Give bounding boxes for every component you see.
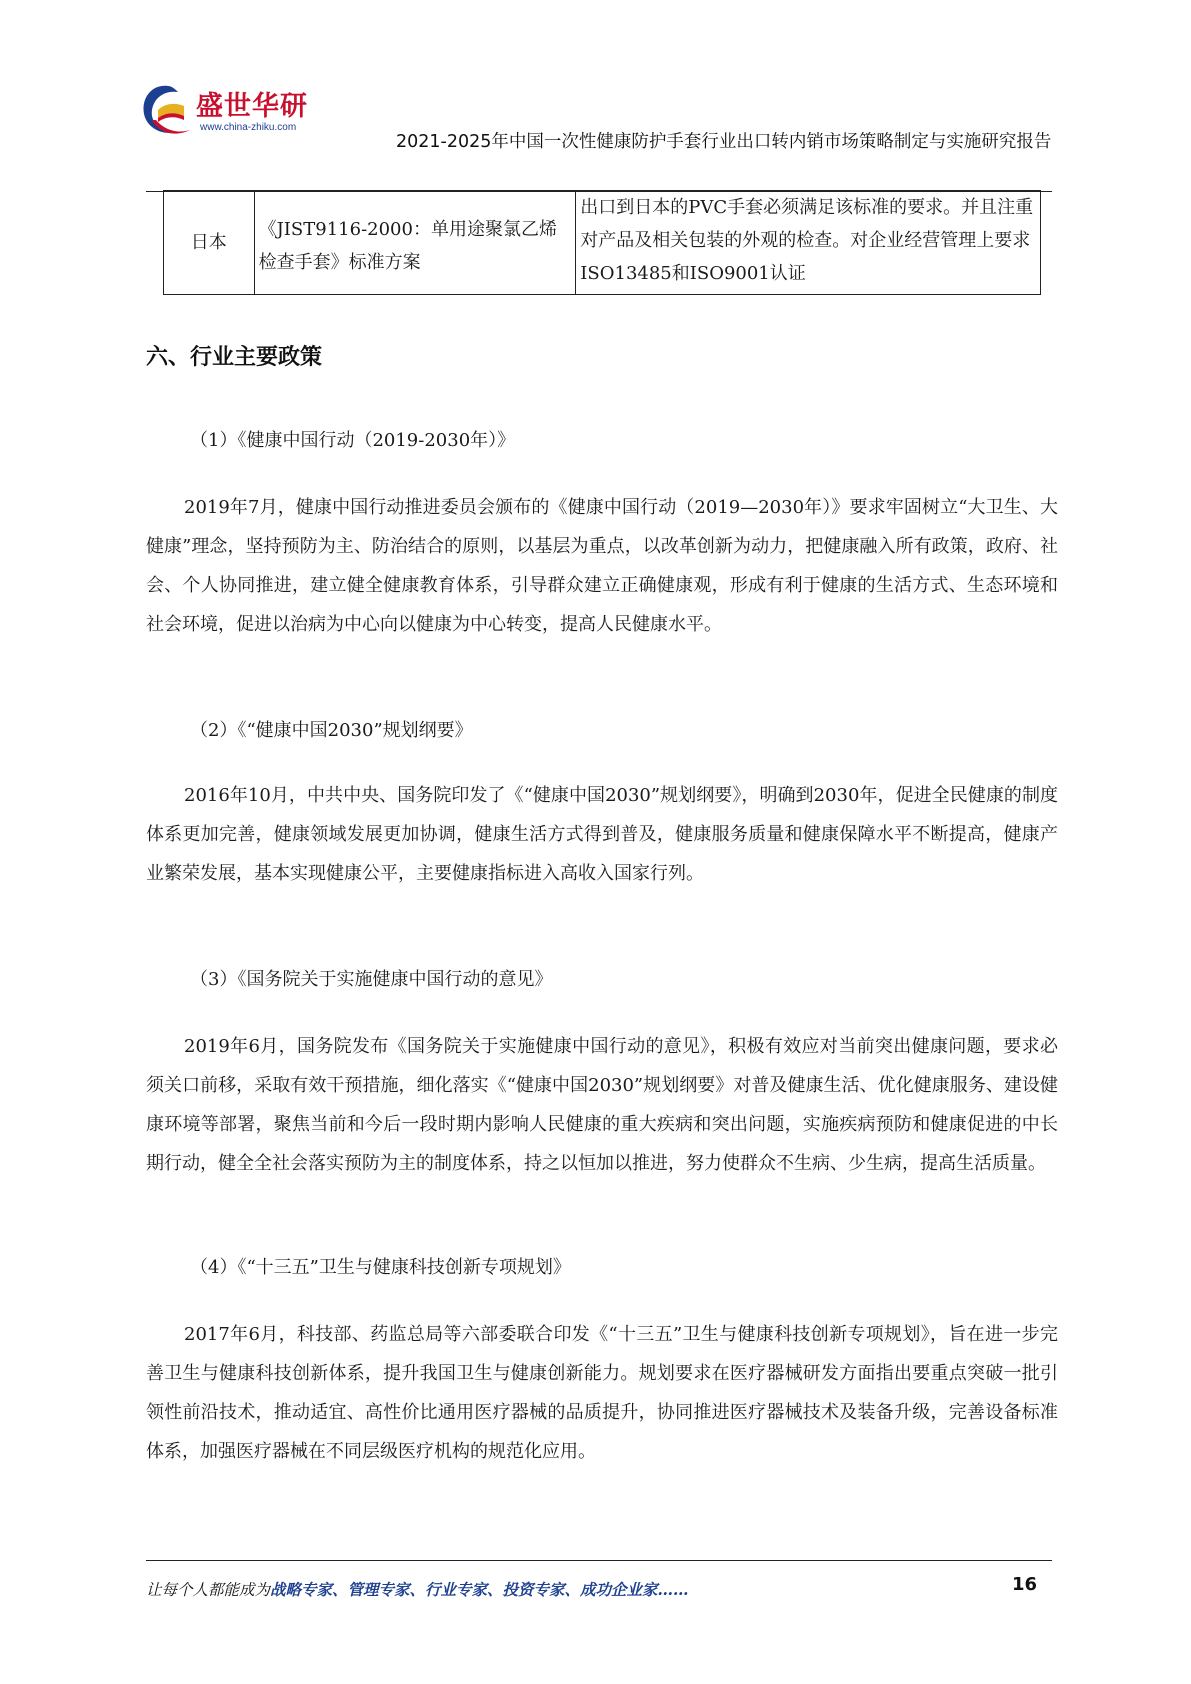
policy-body-2: 2016年10月，中共中央、国务院印发了《“健康中国2030”规划纲要》，明确到2030年，促进全民健康的制度体系更加完善，健康领域发展更加协调，健康生活方式得到普及，健康服务质量和健康保障水平不断提高，健康产业繁荣发展，基本实现健康公平，主要健康指标进入高收入国家行列。 <box>146 785 1058 884</box>
policy-body-1: 2019年7月，健康中国行动推进委员会颁布的《健康中国行动（2019—2030年）》要求牢固树立“大卫生、大健康”理念，坚持预防为主、防治结合的原则，以基层为重点，以改革创新为动力，把健康融入所有政策，政府、社会、个人协同推进，建立健全健康教育体系，引导群众建立正确健康观，形成有利于健康的生活方式、生态环境和社会环境，促进以治病为中心向以健康为中心转变，提高人民健康水平。 <box>146 497 1058 635</box>
policy-body-4: 2017年6月，科技部、药监总局等六部委联合印发《“十三五”卫生与健康科技创新专项规划》，旨在进一步完善卫生与健康科技创新体系，提升我国卫生与健康创新能力。规划要求在医疗器械研发方面指出要重点突破一批引领性前沿技术，推动适宜、高性价比通用医疗器械的品质提升，协同推进医疗器械技术及装备升级，完善设备标准体系，加强医疗器械在不同层级医疗机构的规范化应用。 <box>146 1324 1058 1462</box>
policy-title-4: （4）《“十三五”卫生与健康科技创新专项规划》 <box>190 1257 571 1278</box>
requirement-cell: 出口到日本的PVC手套必须满足该标准的要求。并且注重对产品及相关包装的外观的检查。对企业经营管理上要求ISO13485和ISO9001认证 <box>576 191 1041 295</box>
policy-title-1: （1）《健康中国行动（2019-2030年）》 <box>190 430 516 451</box>
table-row <box>164 191 1041 295</box>
footer-highlight: 战略专家、管理专家、行业专家、投资专家、成功企业家…… <box>270 1580 689 1599</box>
policy-title-2: （2）《“健康中国2030”规划纲要》 <box>190 720 473 741</box>
report-title: 2021-2025年中国一次性健康防护手套行业出口转内销市场策略制定与实施研究报告 <box>396 132 1052 152</box>
section-heading: 六、行业主要政策 <box>146 345 323 370</box>
standard-cell: 《JIST9116-2000：单用途聚氯乙烯检查手套》标准方案 <box>254 191 576 295</box>
footer-slogan <box>146 1578 689 1600</box>
country-cell: 日本 <box>164 191 255 295</box>
standards-table <box>163 190 1041 295</box>
policy-body-3: 2019年6月，国务院发布《国务院关于实施健康中国行动的意见》，积极有效应对当前突出健康问题，要求必须关口前移，采取有效干预措施，细化落实《“健康中国2030”规划纲要》对普及健康生活、优化健康服务、建设健康环境等部署，聚焦当前和今后一段时期内影响人民健康的重大疾病和突出问题，实施疾病预防和健康促进的中长期行动，健全全社会落实预防为主的制度体系，持之以恒加以推进，努力使群众不生病、少生病，提高生活质量。 <box>146 1036 1058 1174</box>
footer-prefix: 让每个人都能成为 <box>146 1581 271 1599</box>
footer-divider <box>146 1560 1052 1561</box>
logo-url: www.china-zhiku.com <box>200 122 297 133</box>
page-number: 16 <box>1012 1574 1038 1595</box>
logo-name: 盛世华研 <box>196 91 308 122</box>
policy-title-3: （3）《国务院关于实施健康中国行动的意见》 <box>190 969 553 990</box>
